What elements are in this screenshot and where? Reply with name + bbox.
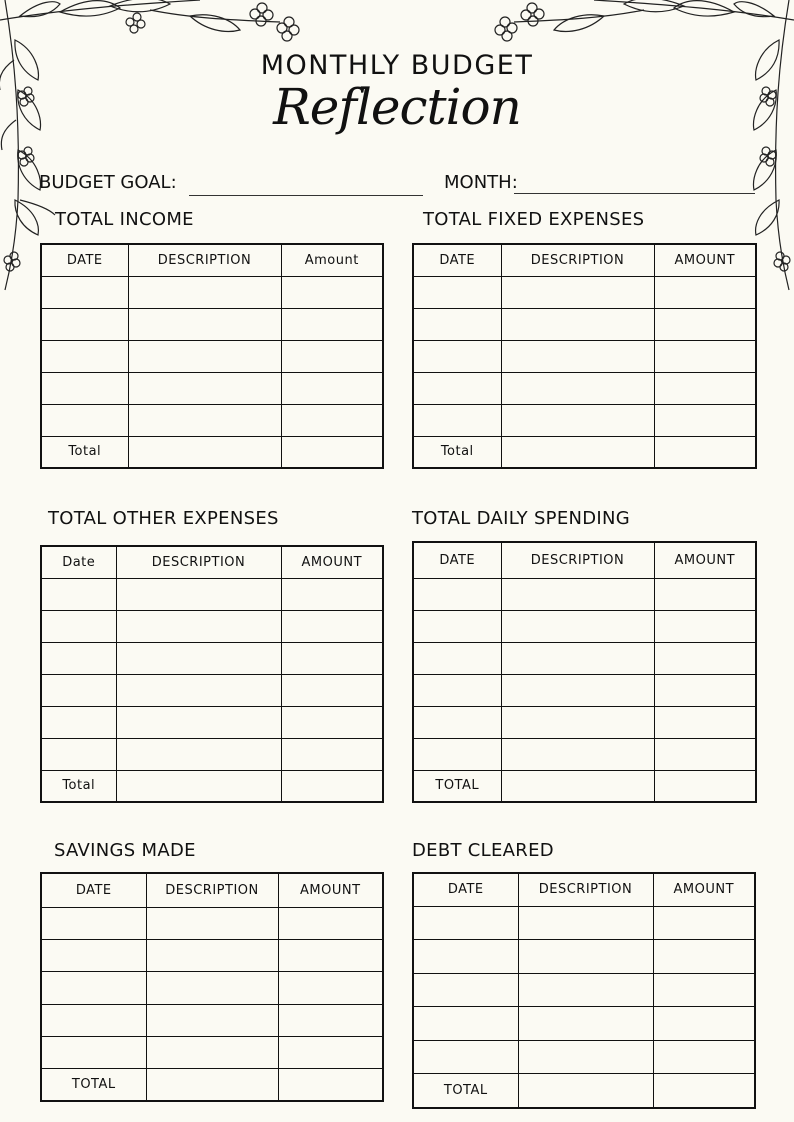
total-label: TOTAL	[413, 770, 501, 802]
table-row	[413, 940, 755, 974]
table-row	[41, 1004, 383, 1036]
date-cell[interactable]	[413, 276, 501, 308]
description-cell[interactable]	[116, 578, 281, 610]
amount-cell[interactable]	[278, 1004, 383, 1036]
total-income-table	[40, 243, 384, 469]
description-cell[interactable]	[518, 1007, 653, 1041]
budget-goal-field[interactable]	[39, 172, 177, 193]
amount-cell[interactable]	[281, 340, 383, 372]
amount-cell[interactable]	[281, 308, 383, 340]
description-cell[interactable]	[116, 706, 281, 738]
amount-cell[interactable]	[281, 276, 383, 308]
description-cell[interactable]	[128, 372, 281, 404]
table-row	[413, 372, 756, 404]
description-cell[interactable]	[146, 907, 278, 939]
description-cell[interactable]	[501, 674, 654, 706]
budget-goal-label: BUDGET GOAL:	[39, 172, 177, 193]
total-label: TOTAL	[413, 1074, 518, 1108]
table-row	[413, 906, 755, 940]
table-row	[413, 1007, 755, 1041]
description-cell[interactable]	[501, 610, 654, 642]
amount-cell[interactable]	[654, 738, 756, 770]
column-header-date: Date	[41, 546, 116, 578]
amount-cell[interactable]	[278, 939, 383, 971]
column-header-amount: AMOUNT	[654, 542, 756, 578]
amount-cell[interactable]	[653, 906, 755, 940]
column-header-description: DESCRIPTION	[116, 546, 281, 578]
column-header-description: DESCRIPTION	[146, 873, 278, 907]
total-amount-cell[interactable]	[278, 1069, 383, 1101]
total-row	[41, 1069, 383, 1101]
description-cell[interactable]	[116, 610, 281, 642]
description-cell[interactable]	[146, 939, 278, 971]
debt-cleared-table	[412, 872, 756, 1109]
amount-cell[interactable]	[281, 738, 383, 770]
total-amount-cell[interactable]	[654, 436, 756, 468]
table-row	[41, 308, 383, 340]
column-header-description: DESCRIPTION	[501, 244, 654, 276]
table-row	[41, 276, 383, 308]
table-row	[41, 972, 383, 1004]
amount-cell[interactable]	[653, 973, 755, 1007]
date-cell[interactable]	[41, 308, 128, 340]
total-row	[41, 770, 383, 802]
date-cell[interactable]	[413, 372, 501, 404]
date-cell[interactable]	[413, 738, 501, 770]
table-header-row	[41, 244, 383, 276]
table-row	[41, 939, 383, 971]
total-label: Total	[413, 436, 501, 468]
date-cell[interactable]	[41, 1004, 146, 1036]
total-fixed-expenses-title: TOTAL FIXED EXPENSES	[423, 209, 645, 230]
total-row	[413, 1074, 755, 1108]
amount-cell[interactable]	[281, 372, 383, 404]
table-row	[413, 404, 756, 436]
table-row	[41, 642, 383, 674]
amount-cell[interactable]	[654, 706, 756, 738]
total-description-cell[interactable]	[128, 436, 281, 468]
date-cell[interactable]	[413, 706, 501, 738]
date-cell[interactable]	[41, 404, 128, 436]
amount-cell[interactable]	[653, 940, 755, 974]
total-description-cell[interactable]	[518, 1074, 653, 1108]
total-description-cell[interactable]	[501, 770, 654, 802]
amount-cell[interactable]	[281, 642, 383, 674]
table-header-row	[413, 244, 756, 276]
description-cell[interactable]	[518, 1040, 653, 1074]
date-cell[interactable]	[41, 738, 116, 770]
amount-cell[interactable]	[281, 674, 383, 706]
date-cell[interactable]	[41, 1037, 146, 1069]
date-cell[interactable]	[413, 906, 518, 940]
total-income-title: TOTAL INCOME	[55, 209, 194, 230]
column-header-amount: AMOUNT	[653, 873, 755, 906]
description-cell[interactable]	[501, 738, 654, 770]
savings-made-table	[40, 872, 384, 1102]
date-cell[interactable]	[41, 276, 128, 308]
table-row	[413, 1040, 755, 1074]
description-cell[interactable]	[501, 706, 654, 738]
description-cell[interactable]	[128, 308, 281, 340]
description-cell[interactable]	[501, 578, 654, 610]
month-field[interactable]	[444, 172, 518, 193]
description-cell[interactable]	[128, 340, 281, 372]
amount-cell[interactable]	[281, 578, 383, 610]
total-label: Total	[41, 770, 116, 802]
amount-cell[interactable]	[654, 674, 756, 706]
table-row	[413, 610, 756, 642]
total-row	[413, 770, 756, 802]
total-row	[413, 436, 756, 468]
amount-cell[interactable]	[278, 1037, 383, 1069]
column-header-amount: Amount	[281, 244, 383, 276]
amount-cell[interactable]	[654, 578, 756, 610]
table-row	[41, 372, 383, 404]
description-cell[interactable]	[501, 372, 654, 404]
column-header-amount: AMOUNT	[278, 873, 383, 907]
description-cell[interactable]	[116, 674, 281, 706]
total-amount-cell[interactable]	[653, 1074, 755, 1108]
date-cell[interactable]	[413, 610, 501, 642]
amount-cell[interactable]	[654, 340, 756, 372]
date-cell[interactable]	[41, 972, 146, 1004]
date-cell[interactable]	[41, 340, 128, 372]
table-row	[413, 340, 756, 372]
date-cell[interactable]	[413, 308, 501, 340]
table-row	[41, 738, 383, 770]
column-header-amount: AMOUNT	[281, 546, 383, 578]
table-header-row	[41, 546, 383, 578]
amount-cell[interactable]	[278, 907, 383, 939]
total-row	[41, 436, 383, 468]
table-row	[413, 276, 756, 308]
total-other-expenses-title: TOTAL OTHER EXPENSES	[48, 508, 279, 529]
column-header-date: DATE	[41, 873, 146, 907]
date-cell[interactable]	[413, 940, 518, 974]
description-cell[interactable]	[116, 642, 281, 674]
column-header-date: DATE	[413, 244, 501, 276]
date-cell[interactable]	[41, 610, 116, 642]
total-description-cell[interactable]	[501, 436, 654, 468]
amount-cell[interactable]	[654, 404, 756, 436]
description-cell[interactable]	[518, 973, 653, 1007]
month-label: MONTH:	[444, 172, 518, 193]
date-cell[interactable]	[41, 674, 116, 706]
table-row	[413, 973, 755, 1007]
description-cell[interactable]	[518, 906, 653, 940]
column-header-description: DESCRIPTION	[501, 542, 654, 578]
table-row	[41, 340, 383, 372]
amount-cell[interactable]	[653, 1007, 755, 1041]
column-header-date: DATE	[41, 244, 128, 276]
table-row	[41, 706, 383, 738]
description-cell[interactable]	[501, 276, 654, 308]
date-cell[interactable]	[413, 340, 501, 372]
description-cell[interactable]	[116, 738, 281, 770]
description-cell[interactable]	[146, 1004, 278, 1036]
table-row	[413, 642, 756, 674]
total-amount-cell[interactable]	[281, 770, 383, 802]
column-header-date: DATE	[413, 873, 518, 906]
date-cell[interactable]	[413, 642, 501, 674]
page-subtitle: Reflection	[273, 78, 521, 136]
amount-cell[interactable]	[281, 706, 383, 738]
table-header-row	[413, 873, 755, 906]
description-cell[interactable]	[146, 1037, 278, 1069]
description-cell[interactable]	[501, 404, 654, 436]
description-cell[interactable]	[501, 642, 654, 674]
table-row	[41, 674, 383, 706]
date-cell[interactable]	[41, 578, 116, 610]
description-cell[interactable]	[128, 276, 281, 308]
total-daily-spending-title: TOTAL DAILY SPENDING	[412, 508, 631, 529]
table-header-row	[41, 873, 383, 907]
table-row	[413, 308, 756, 340]
column-header-date: DATE	[413, 542, 501, 578]
table-row	[41, 578, 383, 610]
savings-made-title: SAVINGS MADE	[54, 840, 196, 861]
date-cell[interactable]	[413, 578, 501, 610]
table-row	[413, 674, 756, 706]
date-cell[interactable]	[41, 907, 146, 939]
description-cell[interactable]	[501, 340, 654, 372]
total-amount-cell[interactable]	[654, 770, 756, 802]
table-row	[41, 610, 383, 642]
date-cell[interactable]	[41, 939, 146, 971]
description-cell[interactable]	[128, 404, 281, 436]
date-cell[interactable]	[41, 706, 116, 738]
table-row	[41, 404, 383, 436]
date-cell[interactable]	[413, 674, 501, 706]
total-label: TOTAL	[41, 1069, 146, 1101]
page-title: MONTHLY BUDGET	[260, 50, 534, 81]
date-cell[interactable]	[413, 973, 518, 1007]
date-cell[interactable]	[41, 372, 128, 404]
amount-cell[interactable]	[654, 276, 756, 308]
date-cell[interactable]	[41, 642, 116, 674]
debt-cleared-title: DEBT CLEARED	[412, 840, 554, 861]
description-cell[interactable]	[146, 972, 278, 1004]
total-label: Total	[41, 436, 128, 468]
amount-cell[interactable]	[281, 610, 383, 642]
amount-cell[interactable]	[654, 610, 756, 642]
total-description-cell[interactable]	[146, 1069, 278, 1101]
table-header-row	[413, 542, 756, 578]
table-row	[413, 578, 756, 610]
column-header-description: DESCRIPTION	[518, 873, 653, 906]
description-cell[interactable]	[518, 940, 653, 974]
table-row	[413, 738, 756, 770]
amount-cell[interactable]	[654, 642, 756, 674]
column-header-amount: AMOUNT	[654, 244, 756, 276]
table-row	[41, 1037, 383, 1069]
total-amount-cell[interactable]	[281, 436, 383, 468]
date-cell[interactable]	[413, 1040, 518, 1074]
amount-cell[interactable]	[281, 404, 383, 436]
total-other-expenses-table	[40, 545, 384, 803]
date-cell[interactable]	[413, 1007, 518, 1041]
total-fixed-expenses-table	[412, 243, 757, 469]
total-daily-spending-table	[412, 541, 757, 803]
column-header-description: DESCRIPTION	[128, 244, 281, 276]
date-cell[interactable]	[413, 404, 501, 436]
amount-cell[interactable]	[654, 308, 756, 340]
table-row	[413, 706, 756, 738]
total-description-cell[interactable]	[116, 770, 281, 802]
table-row	[41, 907, 383, 939]
amount-cell[interactable]	[654, 372, 756, 404]
amount-cell[interactable]	[653, 1040, 755, 1074]
amount-cell[interactable]	[278, 972, 383, 1004]
description-cell[interactable]	[501, 308, 654, 340]
